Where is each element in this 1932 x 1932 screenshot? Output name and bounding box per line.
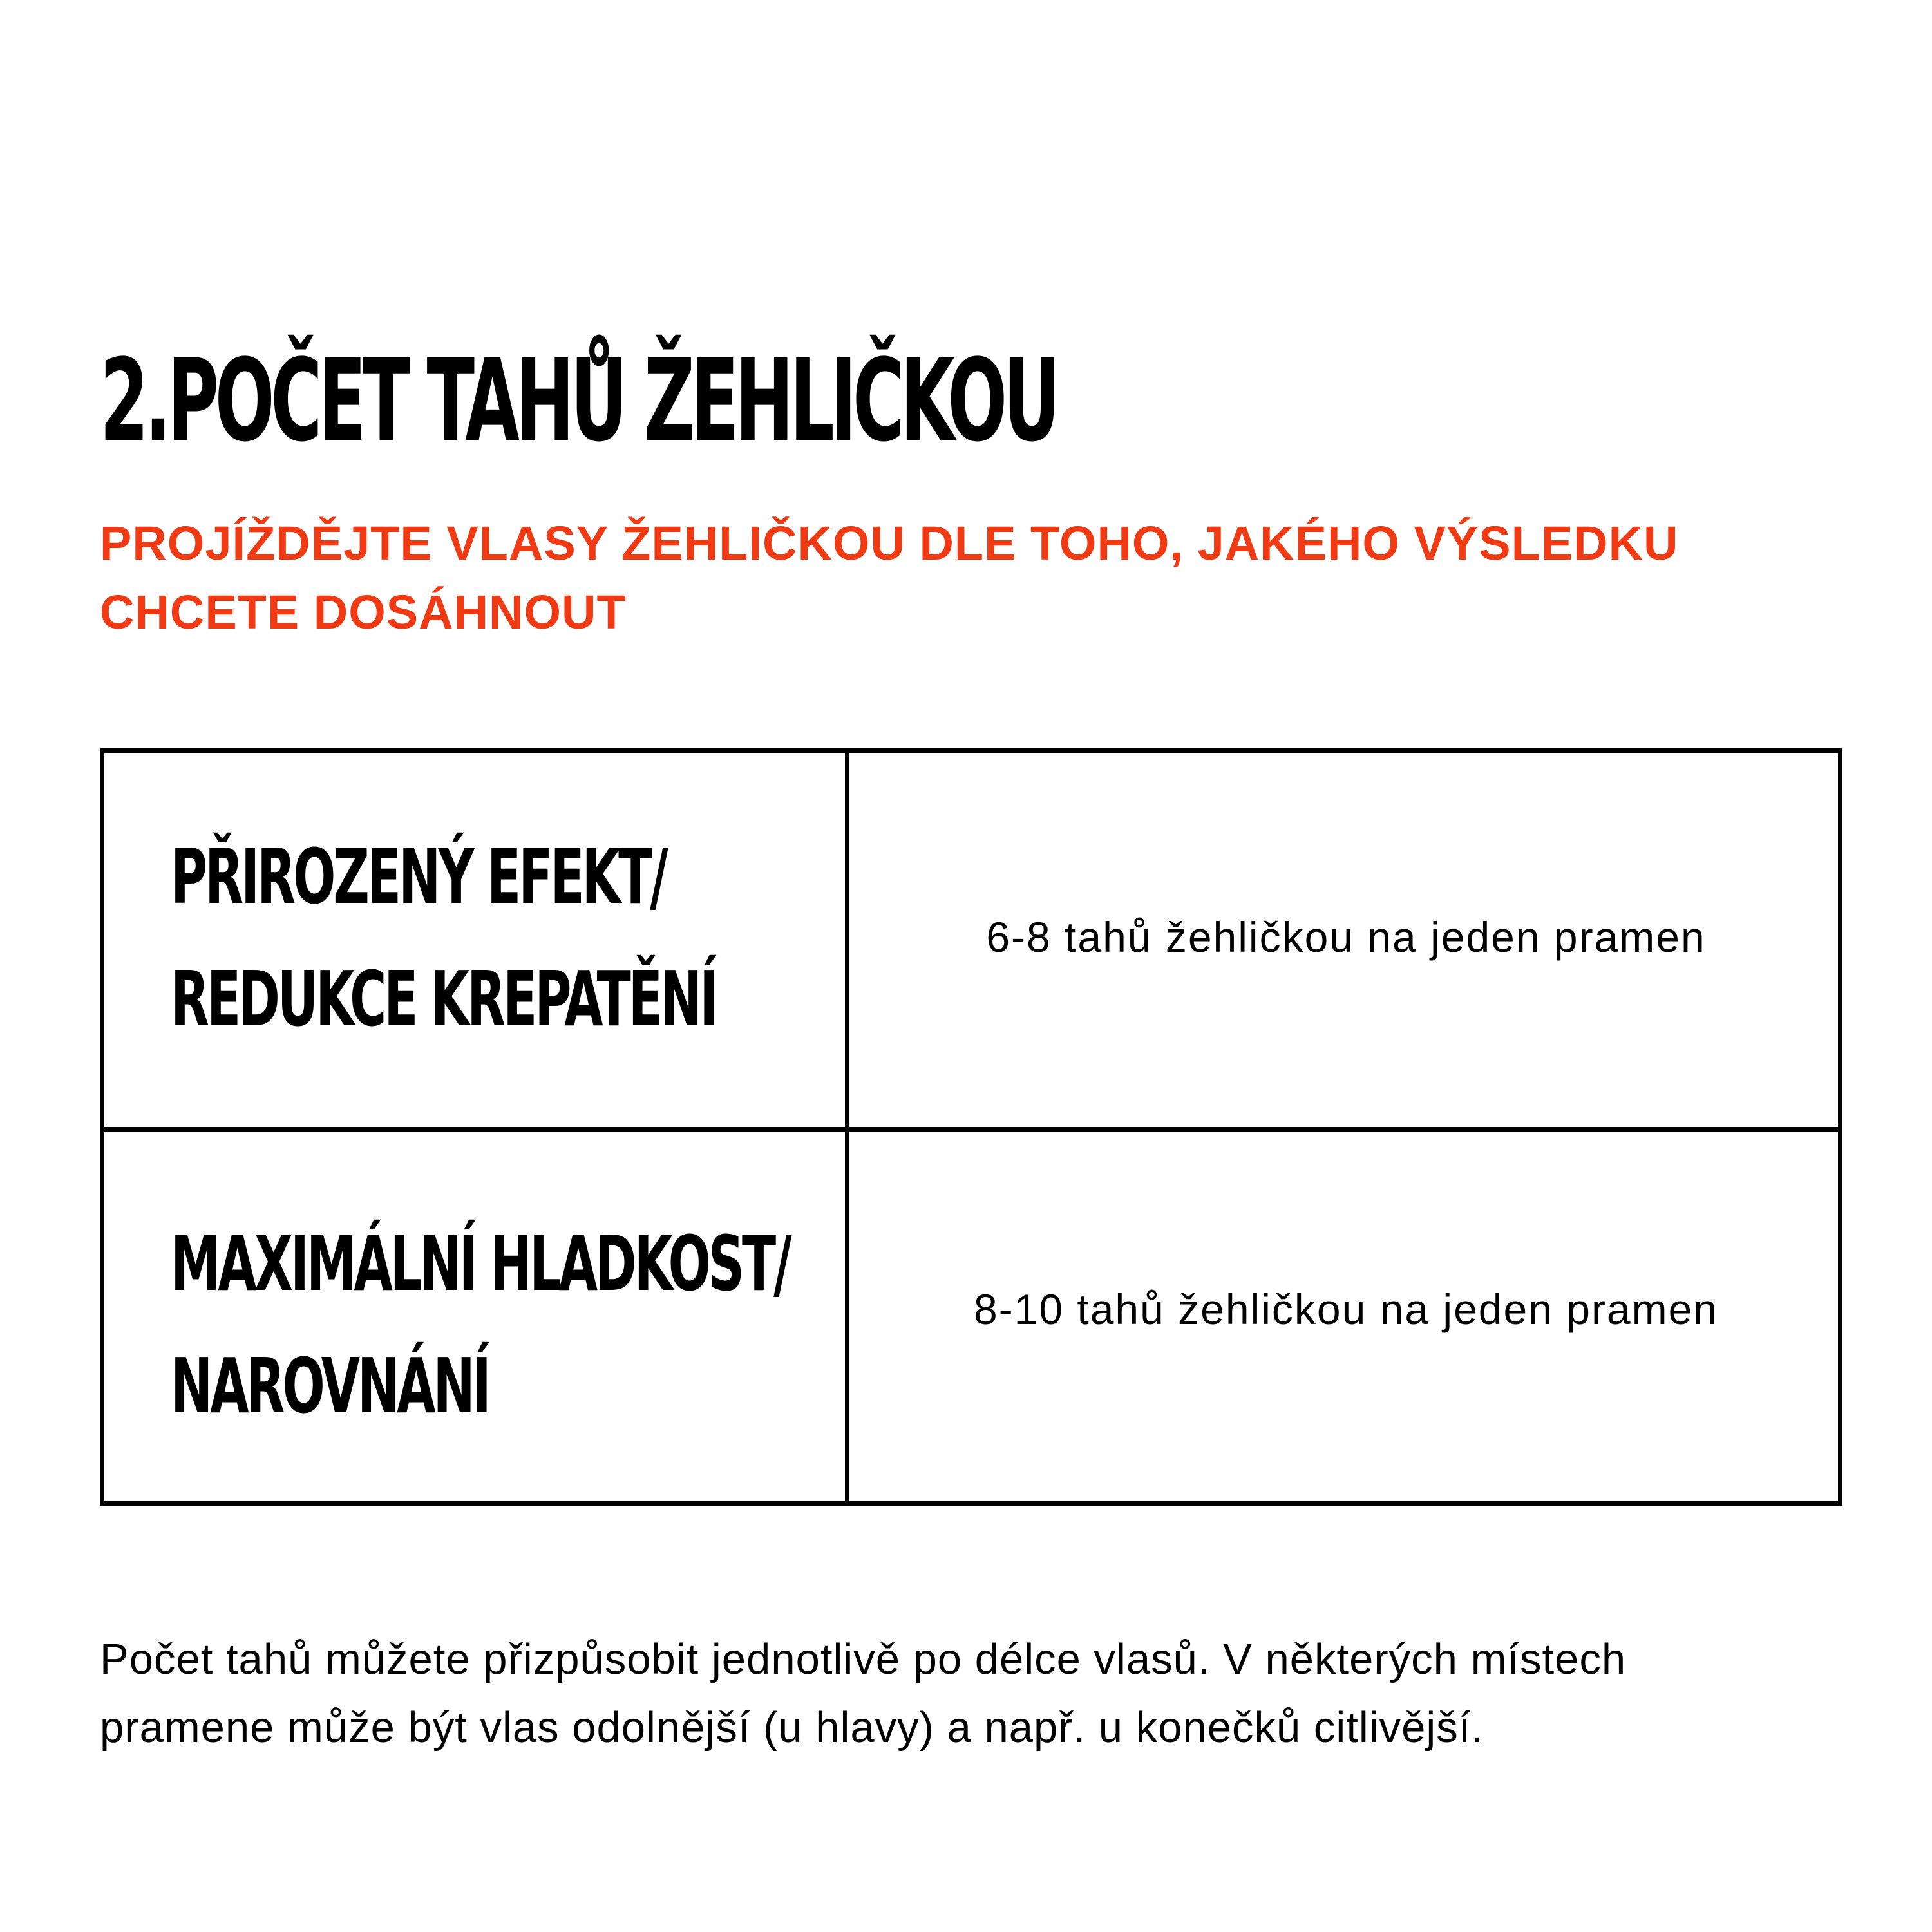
row-label-line: REDUKCE KREPATĚNÍ (171, 954, 716, 1043)
row-value: 6-8 tahů žehličkou na jeden pramen (986, 913, 1706, 961)
row-value: 8-10 tahů žehličkou na jeden pramen (973, 1285, 1719, 1333)
footnote-line: Počet tahů můžete přizpůsobit jednotlivě po délce vlasů. V některých místech (100, 1635, 1627, 1683)
row-label-line: NAROVNÁNÍ (171, 1341, 489, 1430)
table-row (104, 753, 1838, 1132)
page-title: 2.POČET TAHŮ ŽEHLIČKOU (100, 335, 1057, 467)
row-label-line: PŘIROZENÝ EFEKT/ (171, 832, 666, 921)
subtitle (100, 509, 1877, 647)
table-row (104, 1132, 1838, 1501)
subtitle-line: PROJÍŽDĚJTE VLASY ŽEHLIČKOU DLE TOHO, JAKÉHO VÝSLEDKU (100, 516, 1679, 570)
row-label (171, 1202, 790, 1447)
footnote (100, 1625, 1903, 1762)
row-label-line: MAXIMÁLNÍ HLADKOST/ (171, 1219, 790, 1308)
subtitle-line: CHCETE DOSÁHNOUT (100, 585, 627, 639)
footnote-line: pramene může být vlas odolnější (u hlavy) a např. u konečků citlivější. (100, 1703, 1484, 1752)
column-divider (845, 753, 849, 1501)
strokes-table (100, 748, 1842, 1506)
row-label (171, 815, 715, 1060)
